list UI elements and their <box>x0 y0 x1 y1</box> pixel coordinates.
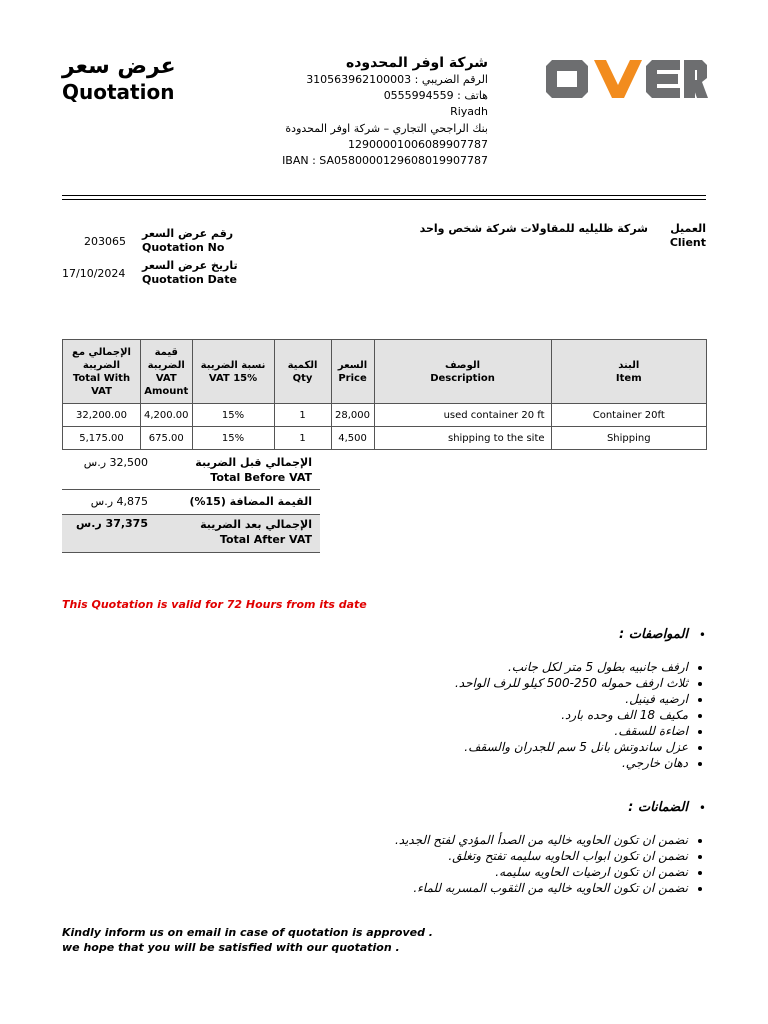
cell-item: Shipping <box>551 427 706 450</box>
list-item: • دهان خارجي. <box>188 755 688 771</box>
col-item <box>551 340 706 404</box>
list-item: • نضمن ان تكون ارضيات الحاويه سليمه. <box>188 864 688 880</box>
specs-heading: المواصفات : <box>619 627 688 642</box>
company-logo <box>544 58 708 100</box>
company-iban: IBAN : SA0580000129608019907787 <box>282 154 488 168</box>
cell-rate: 15% <box>192 427 274 450</box>
validity-note: This Quotation is valid for 72 Hours from its date <box>62 598 367 611</box>
header-en: Total With VAT <box>72 372 131 397</box>
col-vat-rate <box>192 340 274 404</box>
col-price <box>331 340 374 404</box>
items-table <box>62 339 707 450</box>
col-total-with-vat <box>63 340 141 404</box>
cell-description: shipping to the site <box>374 427 551 450</box>
guarantees-heading-bullet: • <box>698 801 706 815</box>
total-after-vat-label-en: Total After VAT <box>219 533 312 546</box>
specs-list <box>188 659 706 771</box>
cell-price: 4,500 <box>331 427 374 450</box>
header-en: Price <box>338 372 367 384</box>
quotation-date-label-en: Quotation Date <box>142 273 237 286</box>
list-item: • اضاءة للسقف. <box>188 723 688 739</box>
header-ar: نسبة الضريبة <box>200 359 266 371</box>
list-item: • ثلاث ارفف حموله 250-500 كيلو للرف الواحد. <box>188 675 688 691</box>
company-name: شركة اوفر المحدوده <box>345 55 488 71</box>
cell-vat: 675.00 <box>141 427 193 450</box>
list-item: • نضمن ان تكون الحاويه خاليه من الصدأ المؤدي لفتح الجديد. <box>188 832 688 848</box>
total-after-vat-value: 37,375 ر.س <box>76 517 148 530</box>
client-label-en: Client <box>669 236 706 249</box>
guarantees-heading: الضمانات : <box>628 800 688 815</box>
col-vat-amount <box>141 340 193 404</box>
company-tax-number: الرقم الضريبي : 310563962100003 <box>306 73 488 86</box>
quotation-no-label-en: Quotation No <box>142 241 225 254</box>
table-row <box>63 427 707 450</box>
title-arabic: عرض سعر <box>62 54 176 79</box>
logo-text: OVER <box>544 58 547 59</box>
header-en: Qty <box>292 372 313 384</box>
col-description <box>374 340 551 404</box>
header-en: VAT 15% <box>208 372 258 384</box>
list-item: • ارفف جانبيه بطول 5 متر لكل جانب. <box>188 659 688 675</box>
header-ar: قيمة الضريبة <box>147 346 185 371</box>
quotation-date-label-ar: تاريخ عرض السعر <box>142 259 238 272</box>
cell-qty: 1 <box>274 404 331 427</box>
footer-line-1: Kindly inform us on email in case of quotation is approved . <box>62 926 433 939</box>
header-ar: الإجمالي مع الضريبة <box>72 346 131 371</box>
company-phone: هاتف : 0555994559 <box>383 89 488 103</box>
title-english: Quotation <box>62 80 175 104</box>
header-en: Item <box>615 372 642 384</box>
header-en: VAT Amount <box>144 372 189 397</box>
cell-total: 32,200.00 <box>63 404 141 427</box>
vat-label-ar: القيمة المضافة (15%) <box>189 495 312 508</box>
cell-item: Container 20ft <box>551 404 706 427</box>
quotation-date: 17/10/2024 <box>62 267 126 280</box>
total-before-vat-label-en: Total Before VAT <box>210 471 312 484</box>
vat-value: 4,875 ر.س <box>90 495 148 508</box>
header-ar: السعر <box>337 359 368 371</box>
header-divider-top <box>62 195 706 196</box>
list-item: • ارضيه فينيل. <box>188 691 688 707</box>
company-info <box>228 54 488 169</box>
list-item: • عزل ساندوتش بانل 5 سم للجدران والسقف. <box>188 739 688 755</box>
quotation-number: 203065 <box>84 235 126 248</box>
cell-total: 5,175.00 <box>63 427 141 450</box>
col-qty <box>274 340 331 404</box>
company-account: 12900001006089907787 <box>348 137 488 151</box>
cell-rate: 15% <box>192 404 274 427</box>
header-en: Description <box>430 372 495 384</box>
cell-price: 28,000 <box>331 404 374 427</box>
client-label-ar: العميل <box>670 222 706 235</box>
company-city: Riyadh <box>450 105 488 119</box>
table-row <box>63 404 707 427</box>
list-item: • نضمن ان تكون الحاويه خاليه من الثقوب المسربه للماء. <box>188 880 688 896</box>
totals-divider <box>62 489 320 490</box>
cell-vat: 4,200.00 <box>141 404 193 427</box>
guarantees-list <box>188 832 706 896</box>
header-ar: الوصف <box>445 359 481 371</box>
total-before-vat-value: 32,500 ر.س <box>83 456 148 469</box>
total-before-vat-label-ar: الإجمالي قبل الضريبة <box>195 456 312 469</box>
header-divider-bottom <box>62 199 706 200</box>
client-name: شركة ظليليه للمقاولات شركة شخص واحد <box>419 222 648 235</box>
cell-qty: 1 <box>274 427 331 450</box>
cell-description: used container 20 ft <box>374 404 551 427</box>
quotation-no-label-ar: رقم عرض السعر <box>142 227 234 240</box>
specs-heading-bullet: • <box>698 628 706 642</box>
header-ar: الكمية <box>287 359 318 371</box>
list-item: • نضمن ان تكون ابواب الحاويه سليمه تفتح وتغلق. <box>188 848 688 864</box>
table-header-row <box>63 340 707 404</box>
footer-line-2: we hope that you will be satisfied with our quotation . <box>62 941 400 954</box>
header-ar: البند <box>618 359 640 371</box>
list-item: • مكيف 18 الف وحده بارد. <box>188 707 688 723</box>
total-after-vat-label-ar: الإجمالي بعد الضريبة <box>200 518 312 531</box>
company-bank: بنك الراجحي التجاري – شركة اوفر المحدودة <box>285 121 488 135</box>
